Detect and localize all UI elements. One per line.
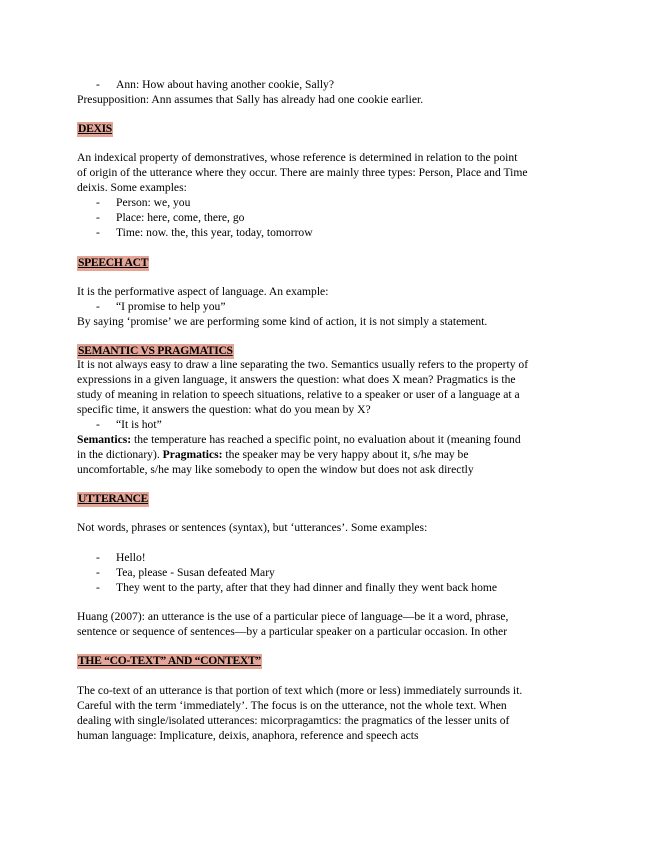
list-item: Tea, please - Susan defeated Mary xyxy=(116,566,275,579)
semantics-text: the temperature has reached a specific point, no evaluation about it (meaning found xyxy=(131,433,521,446)
list-item: Hello! xyxy=(116,551,146,564)
bullet-dash: - xyxy=(96,211,100,224)
paragraph-line: Careful with the term ‘immediately’. The focus is on the utterance, not the whole text. When xyxy=(77,699,507,712)
paragraph-line: Not words, phrases or sentences (syntax), but ‘utterances’. Some examples: xyxy=(77,521,428,534)
bullet-dash: - xyxy=(96,418,100,431)
section-heading-utterance: UTTERANCE xyxy=(78,492,149,505)
bullet-dash: - xyxy=(96,226,100,239)
paragraph-line: Presupposition: Ann assumes that Sally has already had one cookie earlier. xyxy=(77,93,424,106)
list-item: Ann: How about having another cookie, Sally? xyxy=(116,78,334,91)
bullet-dash: - xyxy=(96,566,100,579)
section-heading-semantic-vs-pragmatics: SEMANTIC VS PRAGMATICS xyxy=(78,344,233,357)
paragraph-line: It is the performative aspect of language. An example: xyxy=(77,285,329,298)
bullet-dash: - xyxy=(96,300,100,313)
paragraph-line: of origin of the utterance where they occur. There are mainly three types: Person, Place and Time xyxy=(77,166,528,179)
paragraph-line: It is not always easy to draw a line separating the two. Semantics usually refers to the property of xyxy=(77,358,529,371)
list-item: Person: we, you xyxy=(116,196,191,209)
paragraph-line: uncomfortable, s/he may like somebody to open the window but does not ask directly xyxy=(77,463,474,476)
line-text: in the dictionary). xyxy=(77,448,163,461)
pragmatics-label: Pragmatics: xyxy=(162,448,223,461)
list-item: “It is hot” xyxy=(116,418,162,431)
paragraph-line: By saying ‘promise’ we are performing some kind of action, it is not simply a statement. xyxy=(77,315,488,328)
bullet-dash: - xyxy=(96,581,100,594)
list-item: They went to the party, after that they had dinner and finally they went back home xyxy=(116,581,498,594)
paragraph-line xyxy=(77,433,635,448)
paragraph-line: study of meaning in relation to speech situations, relative to a speaker or user of a language at a xyxy=(77,388,520,401)
section-heading-dexis: DEXIS xyxy=(78,122,112,135)
bullet-dash: - xyxy=(96,196,100,209)
section-heading-cotext-context: THE “CO-TEXT” AND “CONTEXT” xyxy=(78,654,261,667)
paragraph-line: specific time, it answers the question: what do you mean by X? xyxy=(77,403,371,416)
bullet-dash: - xyxy=(96,551,100,564)
paragraph-line: deixis. Some examples: xyxy=(77,181,187,194)
list-item: “I promise to help you” xyxy=(116,300,226,313)
paragraph-line: dealing with single/isolated utterances: micorpragamtics: the pragmatics of the lesser units of xyxy=(77,714,510,727)
paragraph-line xyxy=(77,448,635,463)
paragraph-line: expressions in a given language, it answers the question: what does X mean? Pragmatics is the xyxy=(77,373,516,386)
semantics-label: Semantics: xyxy=(77,433,132,446)
pragmatics-text: the speaker may be very happy about it, s/he may be xyxy=(222,448,469,461)
paragraph-line: The co-text of an utterance is that portion of text which (more or less) immediately surrounds it. xyxy=(77,684,523,697)
list-item: Time: now. the, this year, today, tomorrow xyxy=(116,226,313,239)
list-item: Place: here, come, there, go xyxy=(116,211,245,224)
paragraph-line: Huang (2007): an utterance is the use of a particular piece of language—be it a word, phrase, xyxy=(77,610,509,623)
paragraph-line: An indexical property of demonstratives, whose reference is determined in relation to the point xyxy=(77,151,518,164)
bullet-dash: - xyxy=(96,78,100,91)
section-heading-speech-act: SPEECH ACT xyxy=(78,256,149,269)
paragraph-line: sentence or sequence of sentences—by a particular speaker on a particular occasion. In other xyxy=(77,625,508,638)
paragraph-line: human language: Implicature, deixis, anaphora, reference and speech acts xyxy=(77,729,419,742)
